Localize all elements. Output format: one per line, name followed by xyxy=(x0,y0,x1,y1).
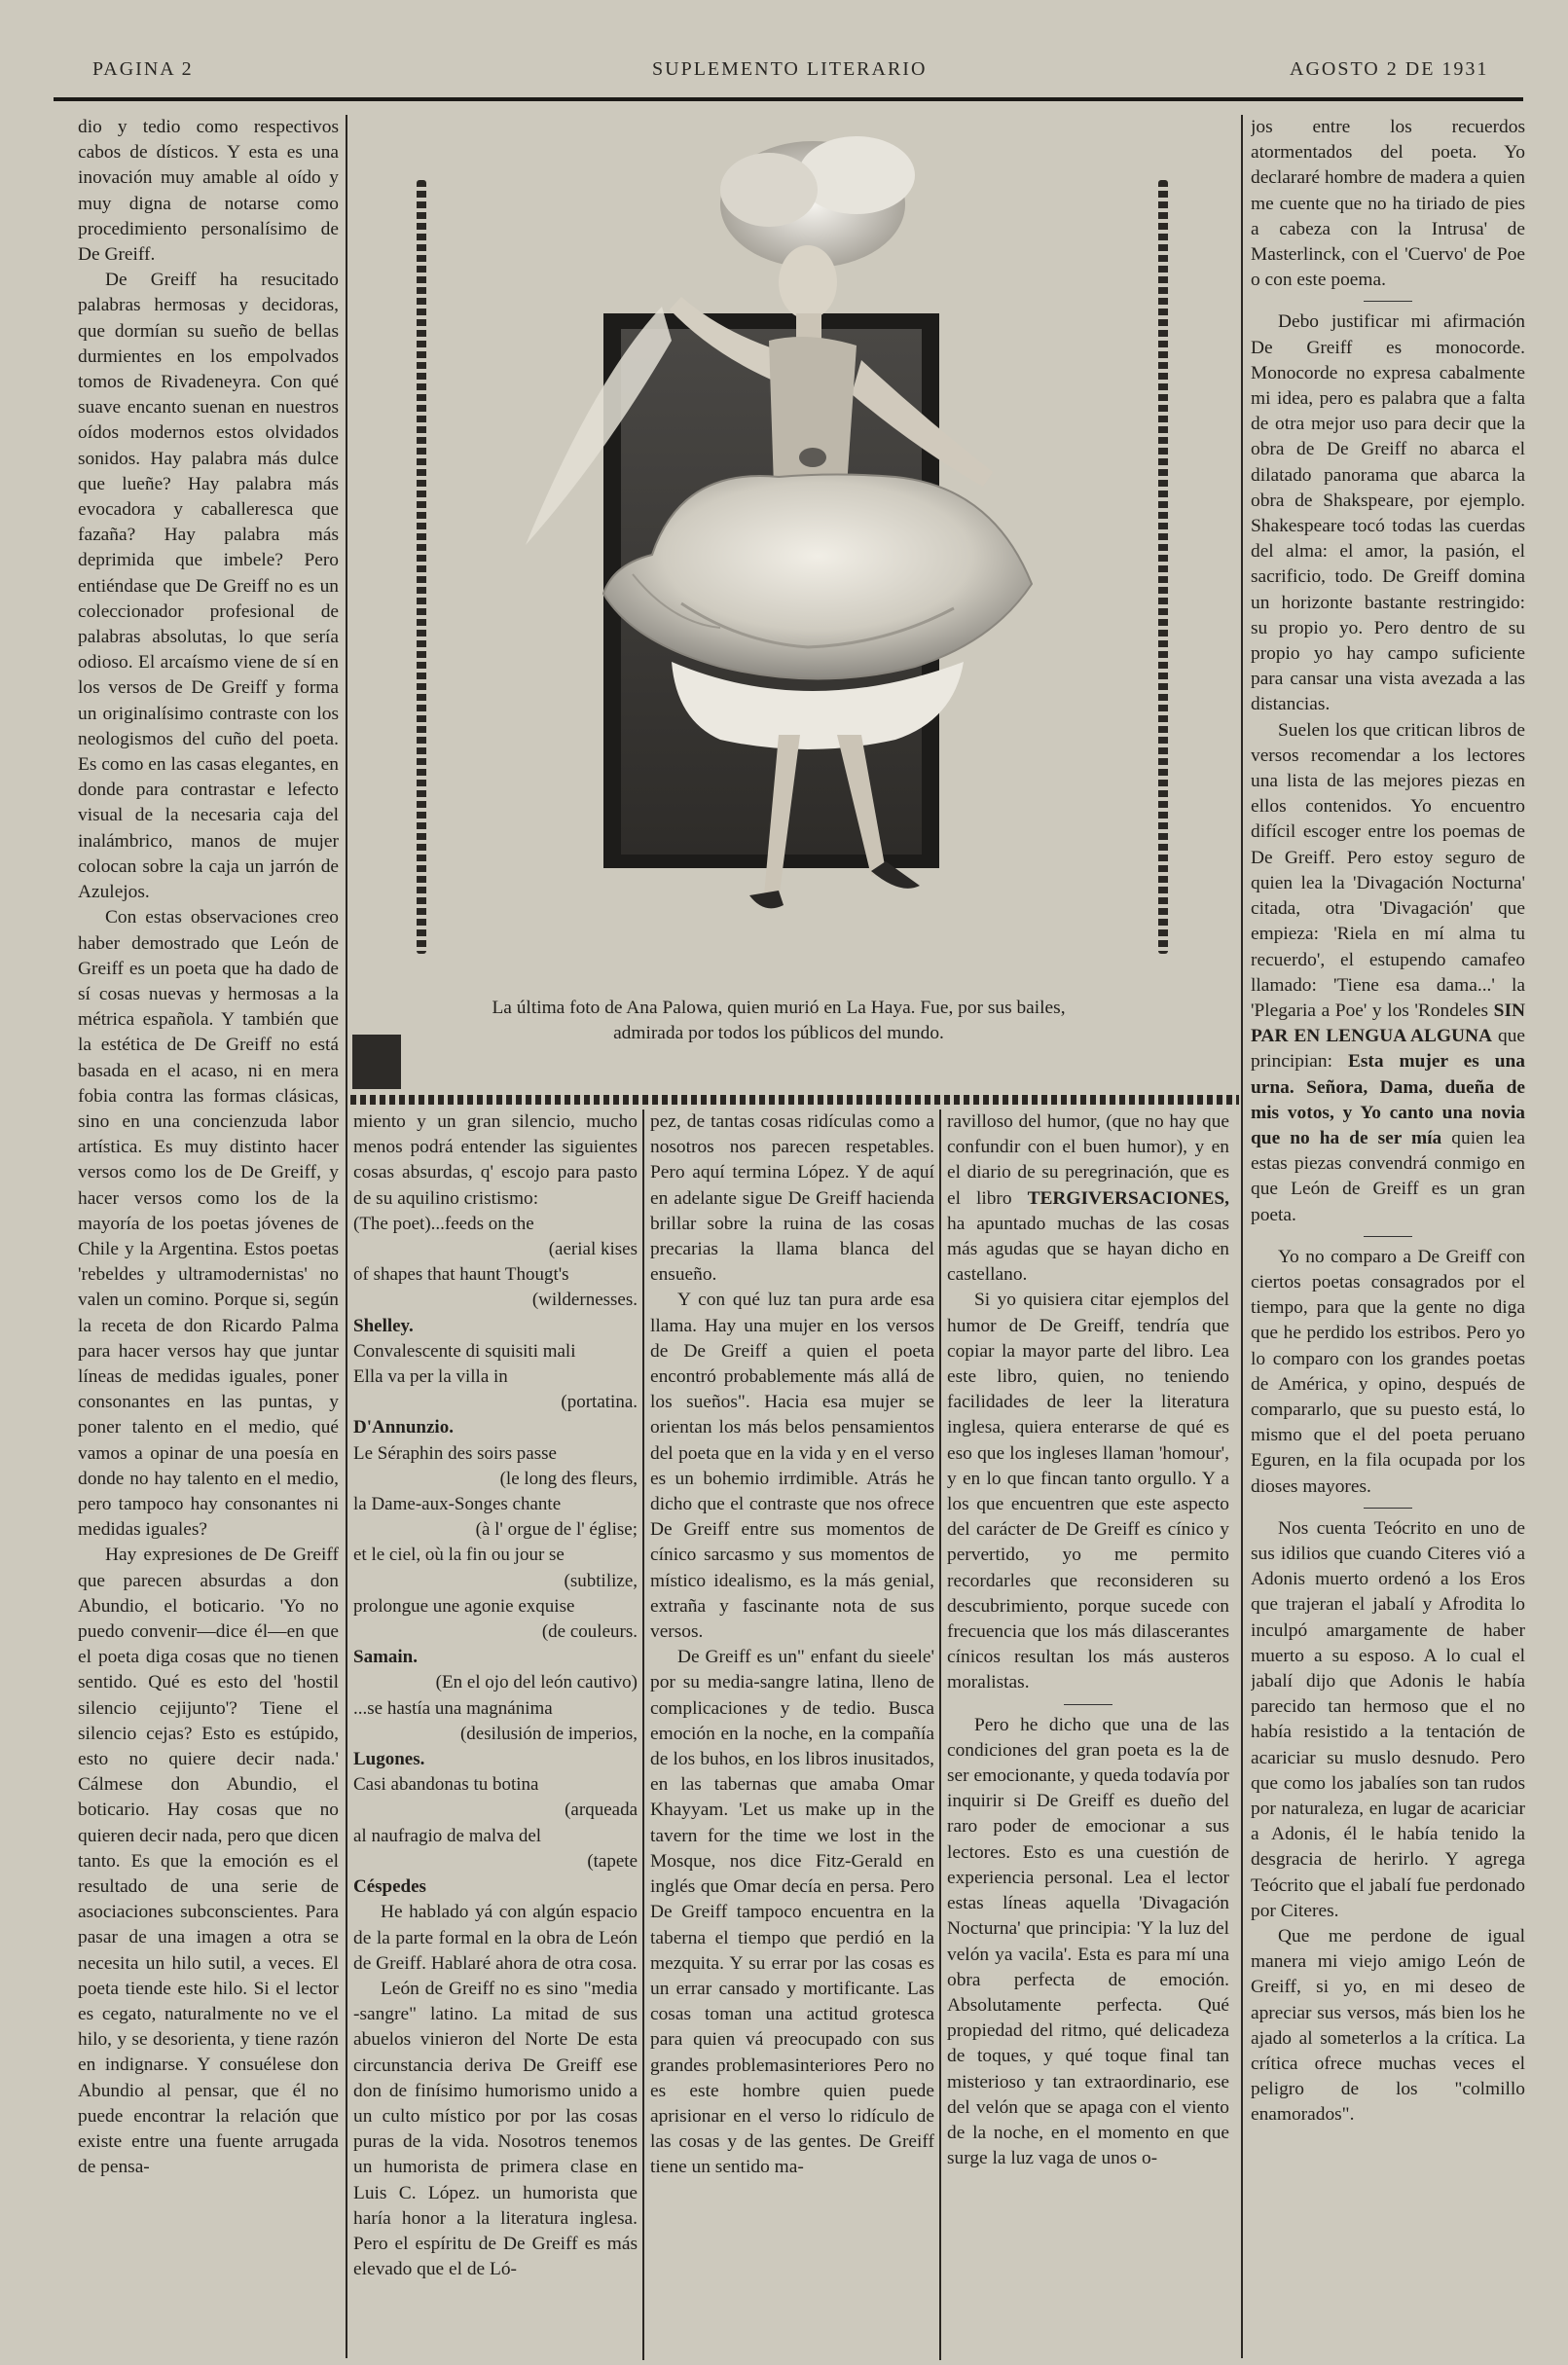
column-1 xyxy=(78,115,339,2353)
paragraph: miento y un gran silencio, mucho menos podrá entender las siguientes cosas absurdas, q' escojo para pasto de su aquilino cristismo: xyxy=(353,1111,638,1209)
column-divider xyxy=(1241,115,1243,2358)
paragraph: Que me perdone de igual manera mi viejo amigo León de Greiff, si yo, en mi deseo de apreciar sus versos, más bien los he ajado al someterlos a la crítica. La crítica ofrece muchas veces el peligro de los "colmillo enamorados". xyxy=(1251,1926,1525,2126)
paragraph: Yo no comparo a De Greiff con ciertos poetas consagrados por el tiempo, para que la gente no diga que he perdido los estribos. Pero yo lo comparo con los grandes poetas de América, y opino, después de compararlo, que su puesto está, lo mismo que el del poeta peruano Eguren, en la fila ocupada por los dioses mayores. xyxy=(1251,1246,1525,1497)
verse-line: Le Séraphin des soirs passe xyxy=(353,1442,557,1464)
emphasis: Esta mujer es una urna. Señora, Dama, dueña de mis votos, y Yo canto una novia que no ha de ser mía xyxy=(1251,1051,1525,1148)
paragraph xyxy=(1251,718,1525,1228)
text-run: quien lea estas piezas convendrá conmigo en que León de Greiff es un gran poeta. xyxy=(1251,1127,1525,1225)
verse-line: Convalescente di squisiti mali xyxy=(353,1340,576,1362)
paragraph: De Greiff ha resucitado palabras hermosas y decidoras, que dormían su sueño de bellas durmientes en los empolvados tomos de Rivadeneyra. Con qué suave encanto suenan en nuestros oídos modernos estos olvidados sonidos. Hay palabra más dulce que lueñe? Hay palabra más evocadora y caballeresca que fazaña? Hay palabra más deprimida que imbele? Pero entiéndase que De Greiff no es un coleccionador profesional de palabras absolutas, lo que sería odioso. El arcaísmo viene de sí en los versos de De Greiff y forma un originalísimo contraste con los neologismos del cuño del poeta. Es como en las casas elegantes, en donde para contrastar e lefecto visual de la necesaria caja del inalámbrico, manos de mujer colocan sobre la caja un jarrón de Azulejos. xyxy=(78,270,339,903)
verse-line: (le long des fleurs, xyxy=(499,1468,638,1489)
verse-line: of shapes that haunt Thougt's xyxy=(353,1264,569,1286)
paragraph: Hay expresiones de De Greiff que parecen absurdas a don Abundio, el boticario. 'Yo no puedo convenir—dice él—en que el poeta diga cosas que no tienen sentido. Qué es esto del 'hostil silencio cejijunto'? Tiene el silencio cejas? Esto es estúpido, esto no quiere decir nada.' Cálmese don Abundio, el boticario. Hay cosas que no quieren decir nada, pero que dicen tanto. Es que la emoción es el resultado de una serie de asociaciones subconscientes. Para pasar de una imagen a otra se necesita un hilo sutil, a veces. El poeta tiende este hilo. Si el lector es cegato, naturalmente no ve el hilo, y se desorienta, y tiene razón en indignarse. Y consuélese don Abundio al pensar, que él no puede encontrar la relación que existe entre una fuente arrugada de pensa- xyxy=(78,1545,339,2178)
paragraph: León de Greiff no es sino "media -sangre" latino. La mitad de sus abuelos vinieron del Norte De esta circunstancia deriva De Greiff ese don de finísimo humorismo unido a un culto místico por por las cosas puras de la vida. Nosotros tenemos un humorista de primera clase en Luis C. López. un humorista que haría honor a la literatura inglesa. Pero el espíritu de De Greiff es más elevado que el de Ló- xyxy=(353,1978,638,2280)
chain-border-left xyxy=(417,180,426,954)
header-rule xyxy=(54,97,1523,101)
page-header xyxy=(92,58,1523,91)
book-title: TERGIVERSACIONES, xyxy=(1027,1187,1229,1209)
paragraph: Con estas observaciones creo haber demostrado que León de Greiff es un poeta que ha dado de sí cosas nuevas y hermosas a la métrica española. Y también que la estética de De Greiff no está basada en el acaso, ni en mera fobia contra las formas clásicas, sino en una concienzuda labor artística. Es muy distinto hacer versos como los de De Greiff, y hacer versos como los de la mayoría de los poetas jóvenes de Chile y la Argentina. Estos poetas 'rebeldes y ultramodernistas' no valen un comino. Porque si, según la receta de don Ricardo Palma para hacer versos hay que juntar líneas de medidas iguales, poner consonantes en las puntas, y poner talento en el medio, qué vamos a opinar de una poesía en donde no hay talento en el medio, pero tampoco hay consonantes ni medidas iguales? xyxy=(78,907,339,1541)
column-4 xyxy=(947,1110,1229,2360)
verse-line: (En el ojo del león cautivo) xyxy=(435,1672,638,1693)
column-divider xyxy=(346,115,347,2358)
verse-line: prolongue une agonie exquise xyxy=(353,1595,575,1617)
section-separator xyxy=(1364,301,1412,302)
verse-line: (desilusión de imperios, xyxy=(459,1723,638,1744)
dancer-photo xyxy=(487,136,1071,973)
verse-line: (aerial kises xyxy=(548,1239,638,1260)
issue-date: AGOSTO 2 DE 1931 xyxy=(1290,58,1489,80)
poem-author: Céspedes xyxy=(353,1876,426,1898)
section-title: SUPLEMENTO LITERARIO xyxy=(652,58,928,80)
chain-border-right xyxy=(1158,180,1168,954)
column-3 xyxy=(650,1110,934,2360)
verse-line: et le ciel, où la fin ou jour se xyxy=(353,1545,565,1566)
verse-line: ...se hastía una magnánima xyxy=(353,1697,553,1719)
verse-line: (de couleurs. xyxy=(541,1621,638,1643)
paragraph xyxy=(947,1110,1229,1288)
text-run: Suelen los que critican libros de versos recomendar a los lectores una lista de las mejores piezas en ellos contenidos. Yo encuentro difícil escoger entre los poemas de De Greiff. Pero estoy seguro de quien lea la 'Divagación Nocturna' citada, otra 'Divagación' que empieza: 'Riela en mí alma tu recuerdo', el estupendo camafeo llamado: 'Tiene esa dama...' la 'Plegaria a Poe' y los 'Rondeles xyxy=(1251,719,1525,1021)
verse-line: (à l' orgue de l' église; xyxy=(475,1519,638,1541)
column-5 xyxy=(1251,115,1525,2358)
verse-line: al naufragio de malva del xyxy=(353,1825,542,1846)
verse-line: Casi abandonas tu botina xyxy=(353,1774,539,1796)
page-number: PAGINA 2 xyxy=(92,58,194,80)
paragraph: Si yo quisiera citar ejemplos del humor de De Greiff, tendría que copiar la mayor parte del libro. Lea este libro, quien, no teniendo facilidades de leer la literatura inglesa, quiera enterarse de qué es eso que los ingleses llaman 'homour', y en lo que fincan tanto orgullo. Y a los que encuentren que este aspecto del carácter de De Greiff es cínico y pervertido, yo me permito recordarles que reconsideren su descubrimiento, porque sucede con frecuencia que los más dilascerantes cínicos resultan los más austeros moralistas. xyxy=(947,1290,1229,1693)
emphasis: SIN PAR EN LENGUA ALGUNA xyxy=(1251,1000,1525,1047)
small-photo-icon xyxy=(352,1035,401,1089)
text-run: que principian: xyxy=(1251,1026,1525,1073)
poem-author: D'Annunzio. xyxy=(353,1417,454,1438)
paragraph: He hablado yá con algún espacio de la parte formal en la obra de León de Greiff. Hablaré ahora de otra cosa. xyxy=(353,1902,638,1974)
paragraph: De Greiff es un" enfant du sieele' por su media-sangre latina, lleno de complicaciones y de tedio. Busca emoción en la noche, en la compañía de los buhos, en los libros inusitados, en las tabernas que amaba Omar Khayyam. 'Let us make up in the tavern for the time we lost in the Mosque, nos dice Fitz-Gerald en inglés que Omar decía en persa. Pero De Greiff tampoco encuentra en la taberna el tiempo que perdió en la mezquita. Y su errar por las cosas es un errar cansado y mortificante. Las cosas toman una actitud grotesca para quien vá preocupado con sus grandes problemasinteriores Pero no es este hombre quien puede aprisionar en el verso lo ridículo de las cosas y de las gentes. De Greiff tiene un sentido ma- xyxy=(650,1647,934,2178)
verse-line: la Dame-aux-Songes chante xyxy=(353,1494,562,1515)
paragraph: Y con qué luz tan pura arde esa llama. Hay una mujer en los versos de De Greiff a quien el poeta encontró probablemente más allá de los sueños". Hacia esa mujer se orientan los más belos pensamientos del poeta que en la vida y en el verso es un bohemio irrdimible. Atrás he dicho que el contraste que nos ofrece De Greiff entre sus momentos de cínico sarcasmo y sus momentos de místico idealismo, es la más genial, extraña y fascinante nota de sus versos. xyxy=(650,1290,934,1643)
paragraph: Debo justificar mi afirmación De Greiff es monocorde. Monocorde no expresa cabalmente mi idea, pero es palabra que a falta de otra mejor uso para decir que la obra de De Greiff no abarca el dilatado panorama que abarca la obra de Shakspeare, por ejemplo. Shakespeare tocó todas las cuerdas del alma: el amor, la pasión, el sacrificio, todo. De Greiff domina un horizonte bastante restringido: su propio yo. Pero dentro de su propio yo hay campo suficiente para cansar una vista avezada a las distancias. xyxy=(1251,311,1525,715)
column-2 xyxy=(353,1110,638,2360)
paragraph: Nos cuenta Teócrito en uno de sus idilios que cuando Citeres vió a Adonis muerto ordenó a los Eros que trajeran el jabalí y Afrodita lo inculpó amargamente de haber muerto a su esposo. A lo cual el jabalí dijo que Adonis le había parecido tan hermoso que el no había resistido a la tentación de acariciar su muslo desnudo. Pero que como los jabalíes son tan rudos por naturaleza, en lugar de acariciar a Adonis, él le había tenido la desgracia de herirlo. Y agrega Teócrito que el jabalí fue perdonado por Citeres. xyxy=(1251,1517,1525,1921)
poem-author: Lugones. xyxy=(353,1749,425,1770)
paragraph: pez, de tantas cosas ridículas como a nosotros nos parecen respetables. Pero aquí termina López. Y de aquí en adelante sigue De Greiff hacienda brillar sobre la ruina de las cosas precarias la llama blanca del ensueño. xyxy=(650,1111,934,1286)
text-run: ravilloso del humor, (que no hay que confundir con el buen humor), y en el diario de su peregrinación, que es el libro xyxy=(947,1111,1229,1209)
section-separator xyxy=(1064,1704,1112,1705)
wavy-rule xyxy=(350,1095,1239,1105)
column-divider xyxy=(939,1110,941,2360)
photo-caption: La última foto de Ana Palowa, quien murió en La Haya. Fue, por sus bailes, admirada por todos los públicos del mundo. xyxy=(492,998,1066,1043)
verse-line: (portatina. xyxy=(561,1392,638,1413)
paragraph: dio y tedio como respectivos cabos de dísticos. Y esta es una inovación muy amable al oído y muy digna de notarse como procedimiento personalísimo de De Greiff. xyxy=(78,117,339,266)
text-run: ha apuntado muchas de las cosas más agudas que se hayan dicho en castellano. xyxy=(947,1213,1229,1286)
verse-line: (tapete xyxy=(587,1850,638,1872)
column-divider xyxy=(642,1110,644,2360)
section-separator xyxy=(1364,1508,1412,1509)
verse-line: Ella va per la villa in xyxy=(353,1366,508,1388)
verse-line: (subtilize, xyxy=(564,1570,638,1591)
verse-line: (The poet)...feeds on the xyxy=(353,1213,534,1234)
poem-author: Shelley. xyxy=(353,1315,414,1336)
section-separator xyxy=(1364,1236,1412,1237)
verse-line: (wildernesses. xyxy=(531,1290,638,1311)
verse-line: (arqueada xyxy=(565,1800,638,1821)
paragraph: Pero he dicho que una de las condiciones del gran poeta es la de ser emocionante, y queda todavía por inquirir si De Greiff es dueño del raro poder de emocionar a sus lectores. Esto es una cuestión de experiencia personal. Lea el lector estas líneas aquella 'Divagación Nocturna' que principia: 'Y la luz del velón ya vacila'. Esta es para mí una obra perfecta de emoción. Absolutamente perfecta. Qué propiedad del ritmo, qué delicadeza de toques, y qué toque final tan misterioso y tan extraordinario, ese del velón que se apaga con el viento de la noche, en el momento en que surge la luz vaga de unos o- xyxy=(947,1714,1229,2169)
poem-author: Samain. xyxy=(353,1647,418,1668)
paragraph: jos entre los recuerdos atormentados del poeta. Yo declararé hombre de madera a quien me cuente que no ha tiriado de pies a cabeza con la Intrusa' de Masterlinck, con el 'Cuervo' de Poe o con este poema. xyxy=(1251,117,1525,291)
poem-quotes xyxy=(353,1212,638,1900)
